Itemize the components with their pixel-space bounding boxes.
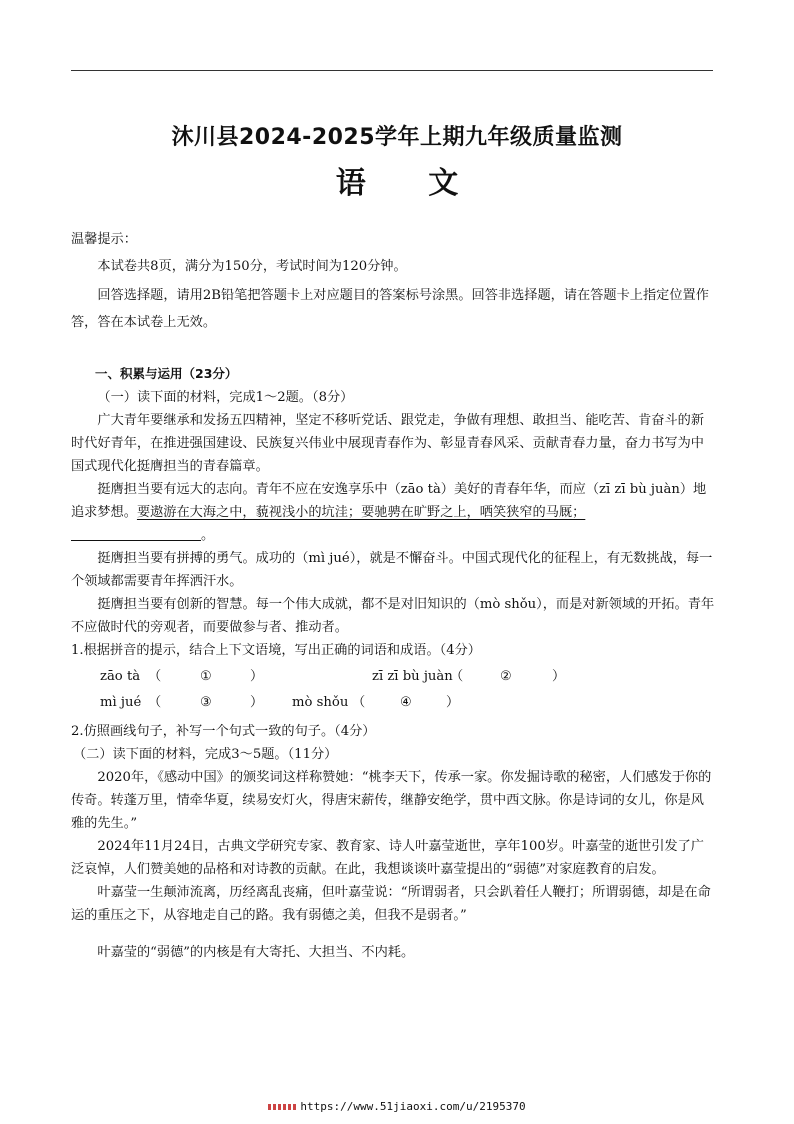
blank-number-4[interactable]: ④ <box>400 695 412 710</box>
passage-paragraph-8: 叶嘉莹的“弱德”的内核是有大寄托、大担当、不内耗。 <box>97 945 415 960</box>
paren-close: ） <box>446 695 460 710</box>
passage-paragraph: 广大青年要继承和发扬五四精神，坚定不移听党话、跟党走，争做有理想、敢担当、能吃苦、肯奋斗的新时代好青年，在推进强国建设、民族复兴伟业中展现青春作为、彰显青春风采、贡献青春力量，奋力书写为中国式现代化挺膺担当的青春篇章。 <box>71 413 705 474</box>
notice-line-2: 回答选择题，请用2B铅笔把答题卡上对应题目的答案标号涂黑。回答非选择题，请在答题卡上指定位置作答，答在本试卷上无效。 <box>71 288 709 330</box>
part2-intro: （二）读下面的材料，完成3～5题。（11分） <box>73 747 338 762</box>
paren-close: ） <box>250 669 264 684</box>
passage-paragraph-6: 2024年11月24日，古典文学研究专家、教育家、诗人叶嘉莹逝世，享年100岁。叶嘉莹的逝世引发了广泛哀悼，人们赞美她的品格和对诗教的贡献。在此，我想谈谈叶嘉莹提出的“弱德”对家庭教育的启发。 <box>71 839 704 877</box>
section-1 <box>71 362 715 662</box>
notice-label: 温馨提示： <box>71 232 137 247</box>
underlined-sentence: 要遨游在大海之中，藐视浅小的坑洼；要驰骋在旷野之上，哂笑狭窄的马厩； <box>136 505 586 520</box>
period: 。 <box>201 528 215 543</box>
section-1-part-2 <box>71 720 715 964</box>
pinyin-c: mì jué <box>100 695 142 710</box>
notice-block <box>71 228 715 336</box>
passage-paragraph-7: 叶嘉莹一生颠沛流离，历经离乱丧痛，但叶嘉莹说：“所谓弱者，只会趴着任人鞭打；所谓弱德，却是在命运的重压之下，从容地走自己的路。我有弱德之美，但我不是弱者。” <box>71 885 711 923</box>
blank-number-1[interactable]: ① <box>200 669 212 684</box>
blank-number-2[interactable]: ② <box>500 669 512 684</box>
paren-open: （ <box>450 669 464 684</box>
paren-close: ） <box>250 695 264 710</box>
notice-line-1: 本试卷共8页，满分为150分，考试时间为120分钟。 <box>97 259 407 274</box>
passage-paragraph-4: 挺膺担当要有创新的智慧。每一个伟大成就，都不是对旧知识的（mò shǒu），而是对新领域的开拓。青年不应做时代的旁观者，而要做参与者、推动者。 <box>71 597 715 635</box>
question-2: 2.仿照画线句子，补写一个句式一致的句子。（4分） <box>71 724 376 739</box>
section-heading: 一、积累与运用（23分） <box>95 366 238 381</box>
footer <box>0 1100 794 1113</box>
passage-paragraph-5: 2020年，《感动中国》的颁奖词这样称赞她：“桃李天下，传承一家。你发掘诗歌的秘密，人们感发于你的传奇。转蓬万里，情牵华夏，续易安灯火，得唐宋薪传，继静安绝学，贯中西文脉。你是诗词的女儿，你是风雅的先生。” <box>71 770 712 831</box>
paren-open: （ <box>352 695 366 710</box>
exam-title: 沐川县2024-2025学年上期九年级质量监测 <box>171 125 623 150</box>
part1-intro: （一）读下面的材料，完成1～2题。（8分） <box>97 390 354 405</box>
passage-paragraph-3: 挺膺担当要有拼搏的勇气。成功的（mì jué），就是不懈奋斗。中国式现代化的征程上，有无数挑战，每一个领域都需要青年挥洒汗水。 <box>71 551 713 589</box>
header-rule <box>71 70 713 71</box>
pinyin-d: mò shǒu <box>292 695 349 710</box>
answer-blank[interactable] <box>71 526 201 541</box>
question-1: 1.根据拼音的提示，结合上下文语境，写出正确的词语和成语。（4分） <box>71 643 481 658</box>
paren-open: （ <box>148 695 162 710</box>
paren-open: （ <box>148 669 162 684</box>
site-logo-icon <box>268 1104 296 1110</box>
pinyin-a: zāo tà <box>100 669 141 684</box>
passage-text: 挺膺担当要有远大的志向。青年不应在安逸享乐中（zāo tà）美好的青春年华，而应（zī zī bù juàn）地追求梦想。 <box>71 482 707 520</box>
footer-url[interactable]: https://www.51jiaoxi.com/u/2195370 <box>300 1100 526 1113</box>
subject-title: 语 文 <box>335 166 485 201</box>
passage-paragraph-2 <box>71 478 715 547</box>
paren-close: ） <box>552 669 566 684</box>
blank-number-3[interactable]: ③ <box>200 695 212 710</box>
pinyin-b: zī zī bù juàn <box>372 669 453 684</box>
